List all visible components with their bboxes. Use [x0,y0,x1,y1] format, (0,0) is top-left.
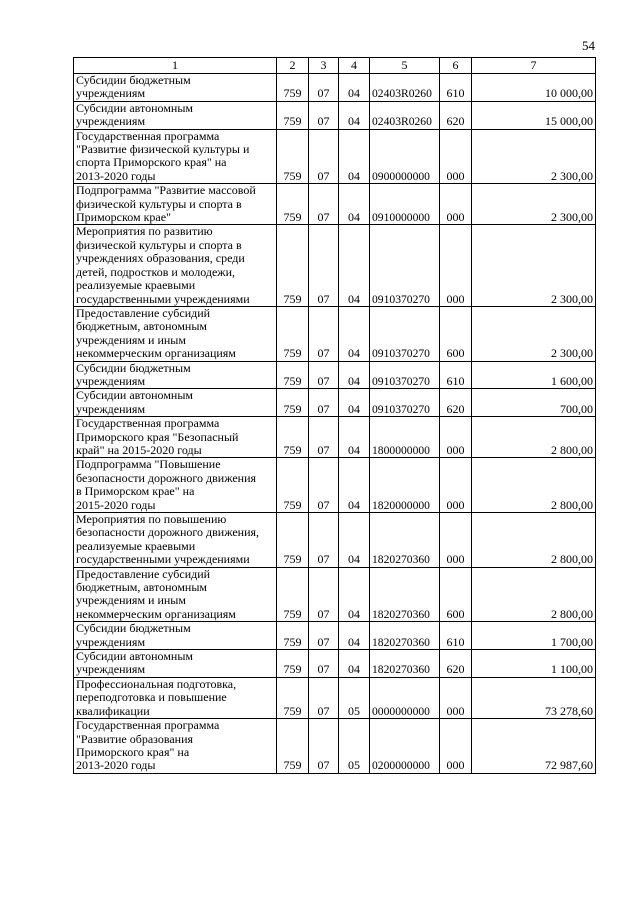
amount-cell: 1 100,00 [472,650,596,678]
ministry-code-cell: 759 [277,74,309,102]
column-header: 6 [440,58,472,74]
row-name-cell: Субсидии автономным учреждениям [74,650,277,678]
row-name-cell: Субсидии бюджетным учреждениям [74,361,277,389]
subsection-code-cell: 04 [339,417,370,458]
amount-cell: 1 700,00 [472,622,596,650]
ministry-code-cell: 759 [277,622,309,650]
section-code-cell: 07 [309,458,339,513]
subsection-code-cell: 04 [339,622,370,650]
expense-type-cell: 000 [440,184,472,225]
amount-cell: 2 300,00 [472,184,596,225]
subsection-code-cell: 04 [339,458,370,513]
expense-type-cell: 000 [440,513,472,568]
subsection-code-cell: 05 [339,719,370,774]
amount-cell: 2 800,00 [472,567,596,622]
expense-type-cell: 000 [440,677,472,718]
expense-type-cell: 610 [440,361,472,389]
expense-type-cell: 000 [440,225,472,306]
section-code-cell: 07 [309,225,339,306]
subsection-code-cell: 04 [339,567,370,622]
amount-cell: 2 300,00 [472,306,596,361]
target-article-cell: 0900000000 [370,129,440,184]
expense-type-cell: 620 [440,389,472,417]
amount-cell: 2 800,00 [472,417,596,458]
subsection-code-cell: 04 [339,650,370,678]
expense-type-cell: 600 [440,306,472,361]
target-article-cell: 0910370270 [370,306,440,361]
section-code-cell: 07 [309,306,339,361]
amount-cell: 1 600,00 [472,361,596,389]
column-header: 1 [74,58,277,74]
section-code-cell: 07 [309,184,339,225]
table-row [74,677,596,718]
table-row [74,458,596,513]
ministry-code-cell: 759 [277,129,309,184]
subsection-code-cell: 04 [339,74,370,102]
subsection-code-cell: 04 [339,184,370,225]
amount-cell: 2 800,00 [472,458,596,513]
section-code-cell: 07 [309,417,339,458]
row-name-cell: Государственная программа Приморского края "Безопасный край" на 2015-2020 годы [74,417,277,458]
target-article-cell: 0910370270 [370,389,440,417]
table-row [74,101,596,129]
target-article-cell: 0910370270 [370,361,440,389]
section-code-cell: 07 [309,622,339,650]
target-article-cell: 02403R0260 [370,74,440,102]
table-row [74,129,596,184]
expense-type-cell: 620 [440,650,472,678]
expense-type-cell: 610 [440,74,472,102]
target-article-cell: 0910370270 [370,225,440,306]
row-name-cell: Субсидии автономным учреждениям [74,101,277,129]
subsection-code-cell: 04 [339,306,370,361]
section-code-cell: 07 [309,677,339,718]
amount-cell: 72 987,60 [472,719,596,774]
row-name-cell: Государственная программа "Развитие образования Приморского края" на 2013-2020 годы [74,719,277,774]
subsection-code-cell: 04 [339,225,370,306]
section-code-cell: 07 [309,567,339,622]
row-name-cell: Подпрограмма "Развитие массовой физической культуры и спорта в Приморском крае" [74,184,277,225]
ministry-code-cell: 759 [277,225,309,306]
expense-type-cell: 000 [440,129,472,184]
table-header-row [74,58,596,74]
table-row [74,719,596,774]
table-row [74,184,596,225]
budget-table [73,57,596,774]
row-name-cell: Подпрограмма "Повышение безопасности дорожного движения в Приморском крае" на 2015-2020 годы [74,458,277,513]
row-name-cell: Субсидии бюджетным учреждениям [74,622,277,650]
ministry-code-cell: 759 [277,677,309,718]
ministry-code-cell: 759 [277,567,309,622]
subsection-code-cell: 04 [339,361,370,389]
ministry-code-cell: 759 [277,101,309,129]
ministry-code-cell: 759 [277,361,309,389]
table-row [74,389,596,417]
column-header: 3 [309,58,339,74]
subsection-code-cell: 04 [339,101,370,129]
table-row [74,622,596,650]
amount-cell: 73 278,60 [472,677,596,718]
column-header: 7 [472,58,596,74]
row-name-cell: Государственная программа "Развитие физической культуры и спорта Приморского края" на 2013-2020 годы [74,129,277,184]
section-code-cell: 07 [309,129,339,184]
target-article-cell: 1820270360 [370,622,440,650]
target-article-cell: 1820270360 [370,513,440,568]
expense-type-cell: 610 [440,622,472,650]
expense-type-cell: 600 [440,567,472,622]
page-number: 54 [582,38,595,53]
section-code-cell: 07 [309,101,339,129]
row-name-cell: Субсидии автономным учреждениям [74,389,277,417]
ministry-code-cell: 759 [277,719,309,774]
target-article-cell: 1800000000 [370,417,440,458]
section-code-cell: 07 [309,361,339,389]
expense-type-cell: 000 [440,458,472,513]
target-article-cell: 0200000000 [370,719,440,774]
subsection-code-cell: 04 [339,129,370,184]
row-name-cell: Мероприятия по повышению безопасности дорожного движения, реализуемые краевыми государственными учреждениями [74,513,277,568]
amount-cell: 10 000,00 [472,74,596,102]
section-code-cell: 07 [309,650,339,678]
table-row [74,417,596,458]
column-header: 5 [370,58,440,74]
expense-type-cell: 000 [440,719,472,774]
ministry-code-cell: 759 [277,306,309,361]
amount-cell: 2 800,00 [472,513,596,568]
table-row [74,225,596,306]
amount-cell: 2 300,00 [472,129,596,184]
table-row [74,650,596,678]
expense-type-cell: 000 [440,417,472,458]
row-name-cell: Предоставление субсидий бюджетным, автономным учреждениям и иным некоммерческим организациям [74,567,277,622]
amount-cell: 15 000,00 [472,101,596,129]
subsection-code-cell: 04 [339,389,370,417]
ministry-code-cell: 759 [277,650,309,678]
section-code-cell: 07 [309,513,339,568]
amount-cell: 2 300,00 [472,225,596,306]
target-article-cell: 1820270360 [370,567,440,622]
row-name-cell: Субсидии бюджетным учреждениям [74,74,277,102]
section-code-cell: 07 [309,719,339,774]
table-row [74,513,596,568]
ministry-code-cell: 759 [277,389,309,417]
column-header: 2 [277,58,309,74]
table-row [74,306,596,361]
table-body [74,74,596,774]
section-code-cell: 07 [309,389,339,417]
target-article-cell: 0910000000 [370,184,440,225]
ministry-code-cell: 759 [277,184,309,225]
amount-cell: 700,00 [472,389,596,417]
ministry-code-cell: 759 [277,458,309,513]
column-header: 4 [339,58,370,74]
ministry-code-cell: 759 [277,513,309,568]
table-row [74,74,596,102]
subsection-code-cell: 05 [339,677,370,718]
expense-type-cell: 620 [440,101,472,129]
row-name-cell: Предоставление субсидий бюджетным, автономным учреждениям и иным некоммерческим организациям [74,306,277,361]
table-row [74,361,596,389]
subsection-code-cell: 04 [339,513,370,568]
target-article-cell: 0000000000 [370,677,440,718]
ministry-code-cell: 759 [277,417,309,458]
target-article-cell: 02403R0260 [370,101,440,129]
row-name-cell: Профессиональная подготовка, переподготовка и повышение квалификации [74,677,277,718]
section-code-cell: 07 [309,74,339,102]
target-article-cell: 1820270360 [370,650,440,678]
row-name-cell: Мероприятия по развитию физической культуры и спорта в учреждениях образования, среди детей, подростков и молодежи, реализуемые краевыми государственными учреждениями [74,225,277,306]
target-article-cell: 1820000000 [370,458,440,513]
table-row [74,567,596,622]
